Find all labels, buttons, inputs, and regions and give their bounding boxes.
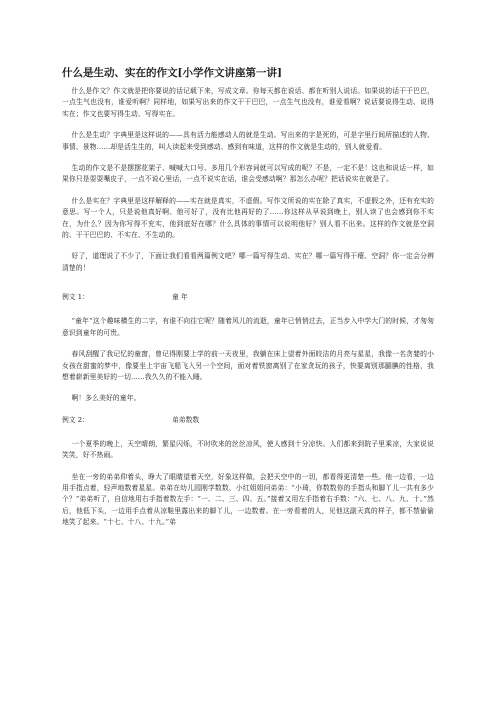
example-1-paragraph: 啊！多么美好的童年。 bbox=[71, 394, 141, 403]
intro-paragraph: 什么是生动？字典里是这样说的——具有活力能感动人的就是生动。写出来的字是死的，可是字里行间所描述的人物、事情、景物……却是活生生的，叫人读起来受到感动、感到有味道，这样的作文就是生动的，别人就爱看。 bbox=[62, 131, 434, 151]
document-body bbox=[62, 86, 434, 539]
example-2-paragraph: 一个夏季的晚上，天空晴朗，繁星闪烁，不时吹来的丝丝凉风，使人感到十分凉快。人们都来到院子里乘凉，大家说说笑笑，好不热闹。 bbox=[62, 439, 434, 460]
example-1-paragraph: 春风刮醒了我记忆的童窗，曾记得刚要上学的前一天夜里，我躺在床上望着外面皎洁的月亮与星星，我像一名贪婪的小女孩在甜蜜的梦中，像要坐上宇宙飞船飞入另一个空间，面对着铁窗离别了在家贪玩的孩子，快要离别那腼腆的性格，我想着崭新里美好的一切……我久久的不能入睡。 bbox=[62, 350, 434, 381]
example-1-heading bbox=[62, 292, 434, 303]
intro-paragraph: 生动的作文是不是摆摆花架子、喊喊大口号、多用几个形容词就可以写成的呢？不是，一定不是！这也和说话一样，如果你只是耍耍嘴皮子，一点不说心里话，一点不说实在话，谁会受感动啊？那怎么办呢？把话说实在就是了。 bbox=[62, 164, 434, 184]
intro-paragraph: 什么是实在？字典里是这样解释的——实在就是真实，不虚假。写作文所说的实在除了真实，不虚假之外，还有充实的意思。写一个人，只是说他真好啊、他可好了，没有比他再好的了……你这样从早说到晚上，别人读了也会感到你不实在，为什么？因为你写得不充实，他到底好在哪？什么具体的事情可以说明他好？别人看不出来。这样的作文就是空洞的、干干巴巴的、不实在、不生动的。 bbox=[62, 196, 434, 240]
intro-paragraph: 好了，道理说了不少了，下面让我们看看两篇例文吧？哪一篇写得生动、实在？哪一篇写得干瘪、空洞？你一定会分辨清楚的！ bbox=[62, 252, 434, 272]
example-1-label: 例文 1： bbox=[62, 293, 89, 302]
example-1-title: 童 年 bbox=[172, 293, 188, 302]
example-2-label: 例文 2： bbox=[62, 415, 89, 424]
example-2-paragraph: 坐在一旁的弟弟仰着头，睁大了眼睛望着天空，好象这样做，会把天空中的一切，都看得更清楚一些。他一边看，一边用手指点着，轻声地数着星星。弟弟在幼儿园刚学数数，小红姐姐问弟弟：“小琦，你数数你的手指头和脚丫儿一共有多少个？”弟弟听了，自信地用右手指着数左手：“一、二、三、四、五。”接着又用左手指着右手数：“六、七、八、九、十。”然后，他低下头，一边用手点着从凉鞋里露出来的脚丫儿，一边数着。在一旁看着的人，见他这副天真的样子，都不禁偷偷地笑了起来。“十七、十八、十九。”弟 bbox=[62, 472, 434, 527]
example-2-heading bbox=[62, 415, 434, 426]
document-title: 什么是生动、实在的作文[小学作文讲座第一讲] bbox=[62, 67, 282, 79]
intro-paragraph: 什么是作文？作文就是把你要说的话记载下来，写成文章。你每天都在说话、都在听别人说话。如果说的话干干巴巴，一点生气也没有，谁爱听啊？同样地，如果写出来的作文干干巴巴，一点生气也没有，谁爱看啊？说话要说得生动、说得实在；作文也要写得生动、写得实在。 bbox=[62, 87, 434, 118]
example-2-title: 弟弟数数 bbox=[172, 415, 200, 424]
example-1-paragraph: “童年”这个趣味横生的二字，有谁不向往它呢？随着风儿的流逝，童年已悄悄过去，正当步入中学大门的时候，才匆匆意识到童年的可贵。 bbox=[62, 317, 434, 337]
